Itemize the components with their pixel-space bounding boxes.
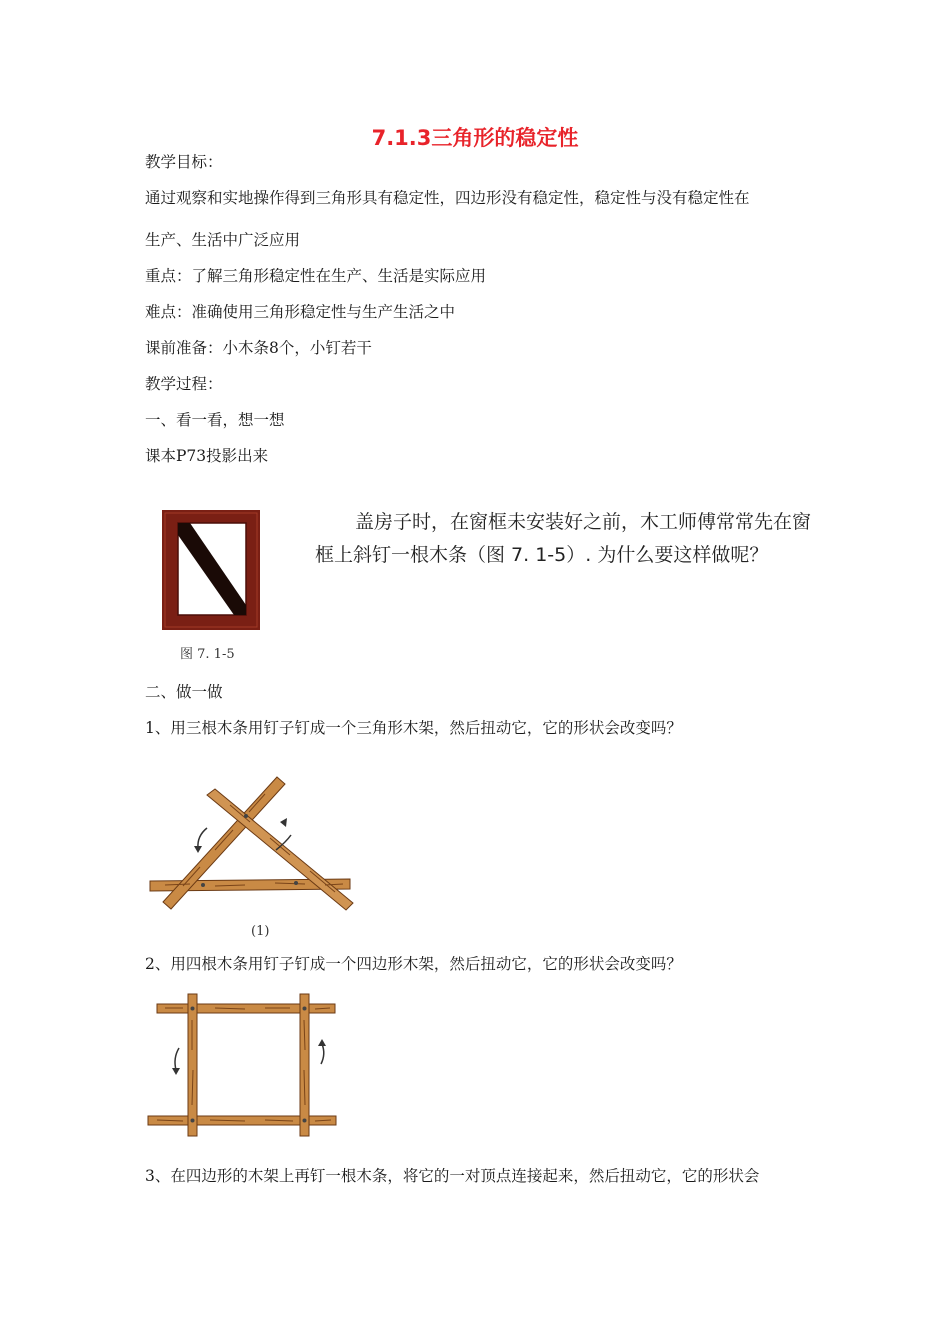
- preparation: 课前准备：小木条8个，小钉若干: [145, 339, 372, 357]
- process-heading: 教学过程：: [145, 375, 223, 393]
- window-frame-figure: [160, 508, 262, 632]
- item-1: 1、用三根木条用钉子钉成一个三角形木架，然后扭动它，它的形状会改变吗？: [145, 719, 682, 737]
- goal-heading: 教学目标：: [145, 153, 223, 171]
- item-2: 2、用四根木条用钉子钉成一个四边形木架，然后扭动它，它的形状会改变吗？: [145, 955, 682, 973]
- section-2-heading: 二、做一做: [145, 683, 223, 701]
- goal-line-1: 通过观察和实地操作得到三角形具有稳定性，四边形没有稳定性，稳定性与没有稳定性在: [145, 189, 750, 207]
- figure-1-text: 盖房子时，在窗框未安装好之前，木工师傅常常先在窗框上斜钉一根木条（图 7. 1-5）. 为什么要这样做呢？: [315, 511, 812, 566]
- difficulty: 难点：准确使用三角形稳定性与生产生活之中: [145, 303, 456, 321]
- goal-line-2: 生产、生活中广泛应用: [145, 231, 301, 249]
- figure-1-caption: 图 7. 1-5: [180, 647, 235, 662]
- item-3: 3、在四边形的木架上再钉一根木条，将它的一对顶点连接起来，然后扭动它，它的形状会: [145, 1167, 760, 1185]
- triangle-sticks-figure: [145, 770, 360, 920]
- key-point: 重点：了解三角形稳定性在生产、生活是实际应用: [145, 267, 487, 285]
- textbook-note: 课本P73投影出来: [145, 447, 269, 465]
- figure-2-caption: (1): [251, 924, 270, 939]
- quadrilateral-sticks-figure: [145, 990, 340, 1140]
- section-1-heading: 一、看一看，想一想: [145, 411, 285, 429]
- page-title: 7.1.3三角形的稳定性: [371, 126, 579, 150]
